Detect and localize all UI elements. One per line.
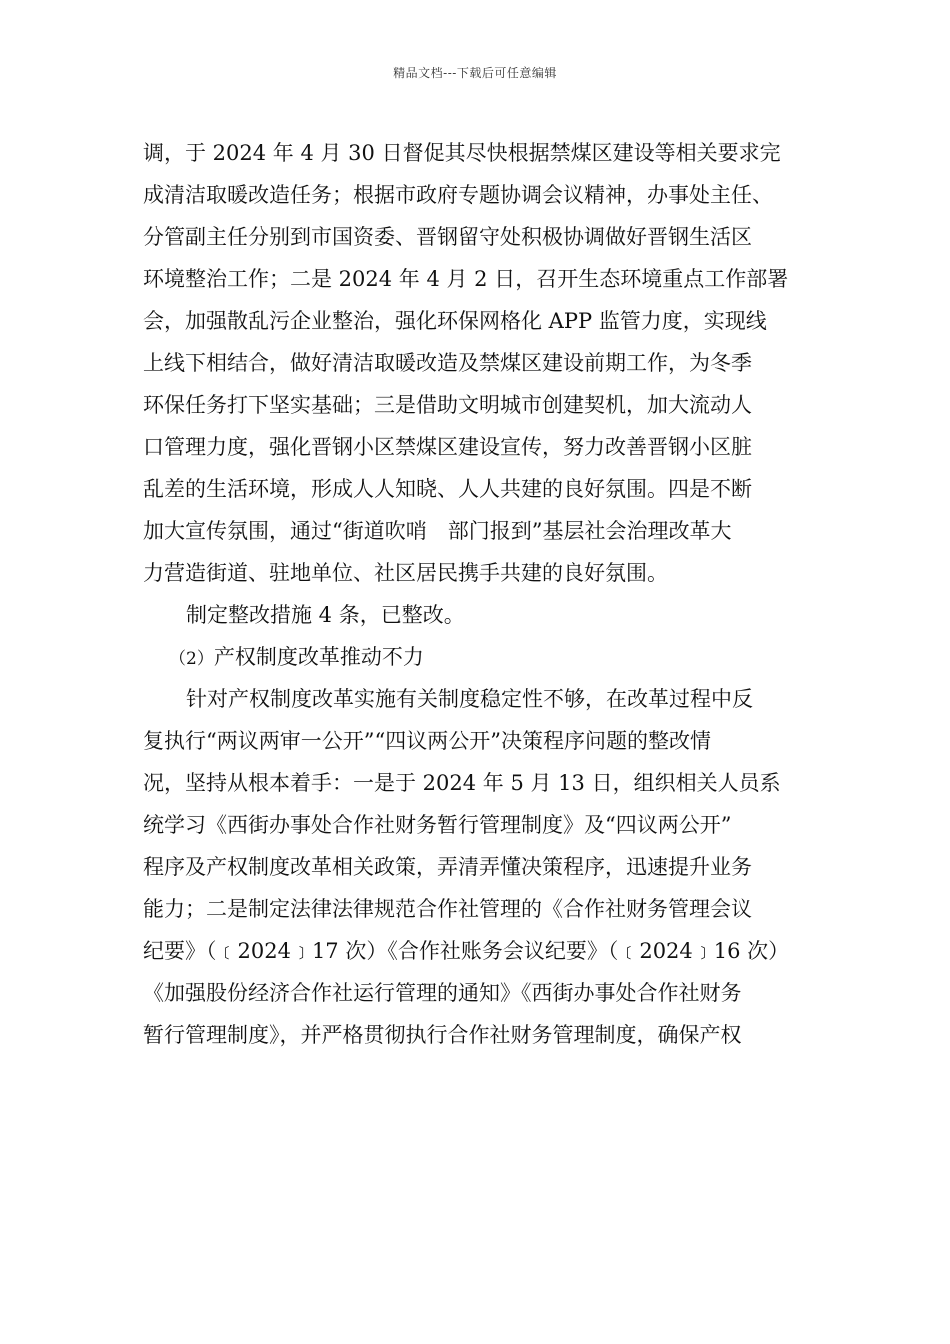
paragraph-line: 制定整改措施 4 条，已整改。 — [186, 603, 465, 627]
text-line: 上线下相结合，做好清洁取暖改造及禁煤区建设前期工作，为冬季 — [143, 351, 752, 375]
text-line: 环保任务打下坚实基础；三是借助文明城市创建契机，加大流动人 — [143, 393, 752, 417]
subsection-title: 产权制度改革推动不力 — [213, 645, 424, 669]
text-line: 复执行“两议两审一公开”“四议两公开”决策程序问题的整改情 — [143, 729, 711, 753]
text-line: 环境整治工作；二是 2024 年 4 月 2 日，召开生态环境重点工作部署 — [143, 267, 789, 291]
text-line: 况，坚持从根本着手：一是于 2024 年 5 月 13 日，组织相关人员系 — [143, 771, 781, 795]
page-header: 精品文档---下载后可任意编辑 — [393, 66, 557, 80]
paragraph-line: 针对产权制度改革实施有关制度稳定性不够，在改革过程中反 — [186, 687, 753, 711]
text-line: 口管理力度，强化晋钢小区禁煤区建设宣传，努力改善晋钢小区脏 — [143, 435, 752, 459]
text-line: 《加强股份经济合作社运行管理的通知》《西街办事处合作社财务 — [143, 981, 742, 1005]
text-line: 加大宣传氛围，通过“街道吹哨 部门报到”基层社会治理改革大 — [143, 519, 732, 543]
text-line: 调，于 2024 年 4 月 30 日督促其尽快根据禁煤区建设等相关要求完 — [143, 141, 781, 165]
text-line: 力营造街道、驻地单位、社区居民携手共建的良好氛围。 — [143, 561, 668, 585]
subsection-number: （2） — [169, 649, 214, 669]
text-line: 分管副主任分别到市国资委、晋钢留守处积极协调做好晋钢生活区 — [143, 225, 752, 249]
text-line: 乱差的生活环境，形成人人知晓、人人共建的良好氛围。四是不断 — [143, 477, 752, 501]
subsection-heading — [143, 636, 818, 678]
text-line: 程序及产权制度改革相关政策，弄清弄懂决策程序，迅速提升业务 — [143, 855, 752, 879]
text-line: 会，加强散乱污企业整治，强化环保网格化 APP 监管力度，实现线 — [143, 309, 767, 333]
text-line: 统学习《西街办事处合作社财务暂行管理制度》及“四议两公开” — [143, 813, 732, 837]
text-line: 暂行管理制度》，并严格贯彻执行合作社财务管理制度，确保产权 — [143, 1023, 742, 1047]
text-line: 纪要》（﹝2024﹞17 次）《合作社账务会议纪要》（﹝2024﹞16 次） — [143, 939, 790, 963]
text-line: 能力；二是制定法律法律规范合作社管理的《合作社财务管理会议 — [143, 897, 752, 921]
text-line: 成清洁取暖改造任务；根据市政府专题协调会议精神，办事处主任、 — [143, 183, 773, 207]
document-body — [143, 132, 818, 1056]
